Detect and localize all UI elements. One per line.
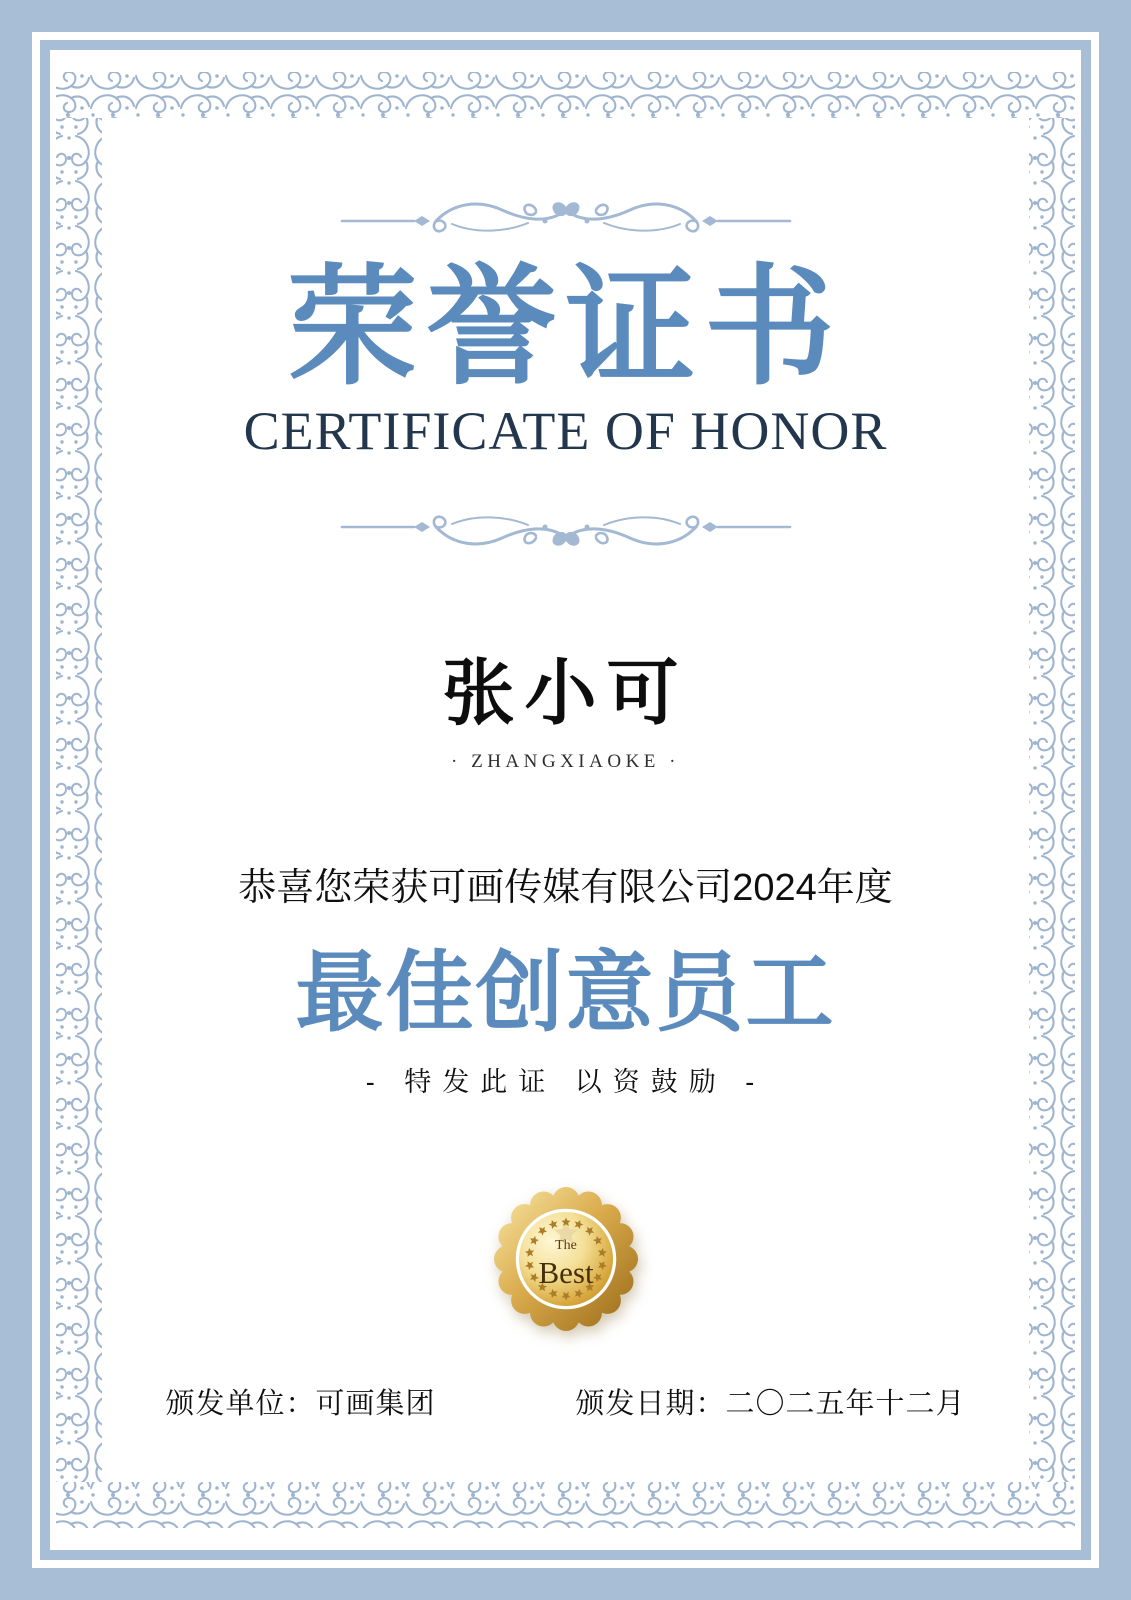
date-value: 二〇二五年十二月 (725, 1388, 966, 1420)
badge-word-the: The (554, 1238, 577, 1253)
badge-wrap (0, 1184, 1131, 1334)
divider-bottom-wrap (0, 502, 1131, 552)
issuer-label: 颁发单位： (165, 1388, 316, 1420)
date-label: 颁发日期： (575, 1388, 726, 1420)
congrats-line: 恭喜您荣获可画传媒有限公司2024年度 (238, 867, 893, 909)
motto-line: - 特发此证 以资鼓励 - (365, 1067, 766, 1097)
recipient-name-latin: · ZHANGXIAOKE · (451, 751, 680, 772)
certificate-title-cn: 荣誉证书 (287, 250, 844, 403)
issuer-field (165, 1390, 435, 1419)
ornamental-divider-bottom-icon (340, 502, 792, 552)
footer-row (0, 1390, 1131, 1419)
date-field (576, 1390, 966, 1419)
award-title: 最佳创意员工 (295, 940, 836, 1044)
gold-seal-badge (491, 1184, 641, 1334)
ornamental-divider-top-icon (340, 196, 792, 246)
certificate-title-en: CERTIFICATE OF HONOR (243, 401, 888, 461)
divider-top-wrap (0, 196, 1131, 246)
recipient-name: 张小可 (442, 654, 689, 734)
issuer-value: 可画集团 (315, 1388, 436, 1420)
badge-word-best: Best (537, 1255, 594, 1290)
